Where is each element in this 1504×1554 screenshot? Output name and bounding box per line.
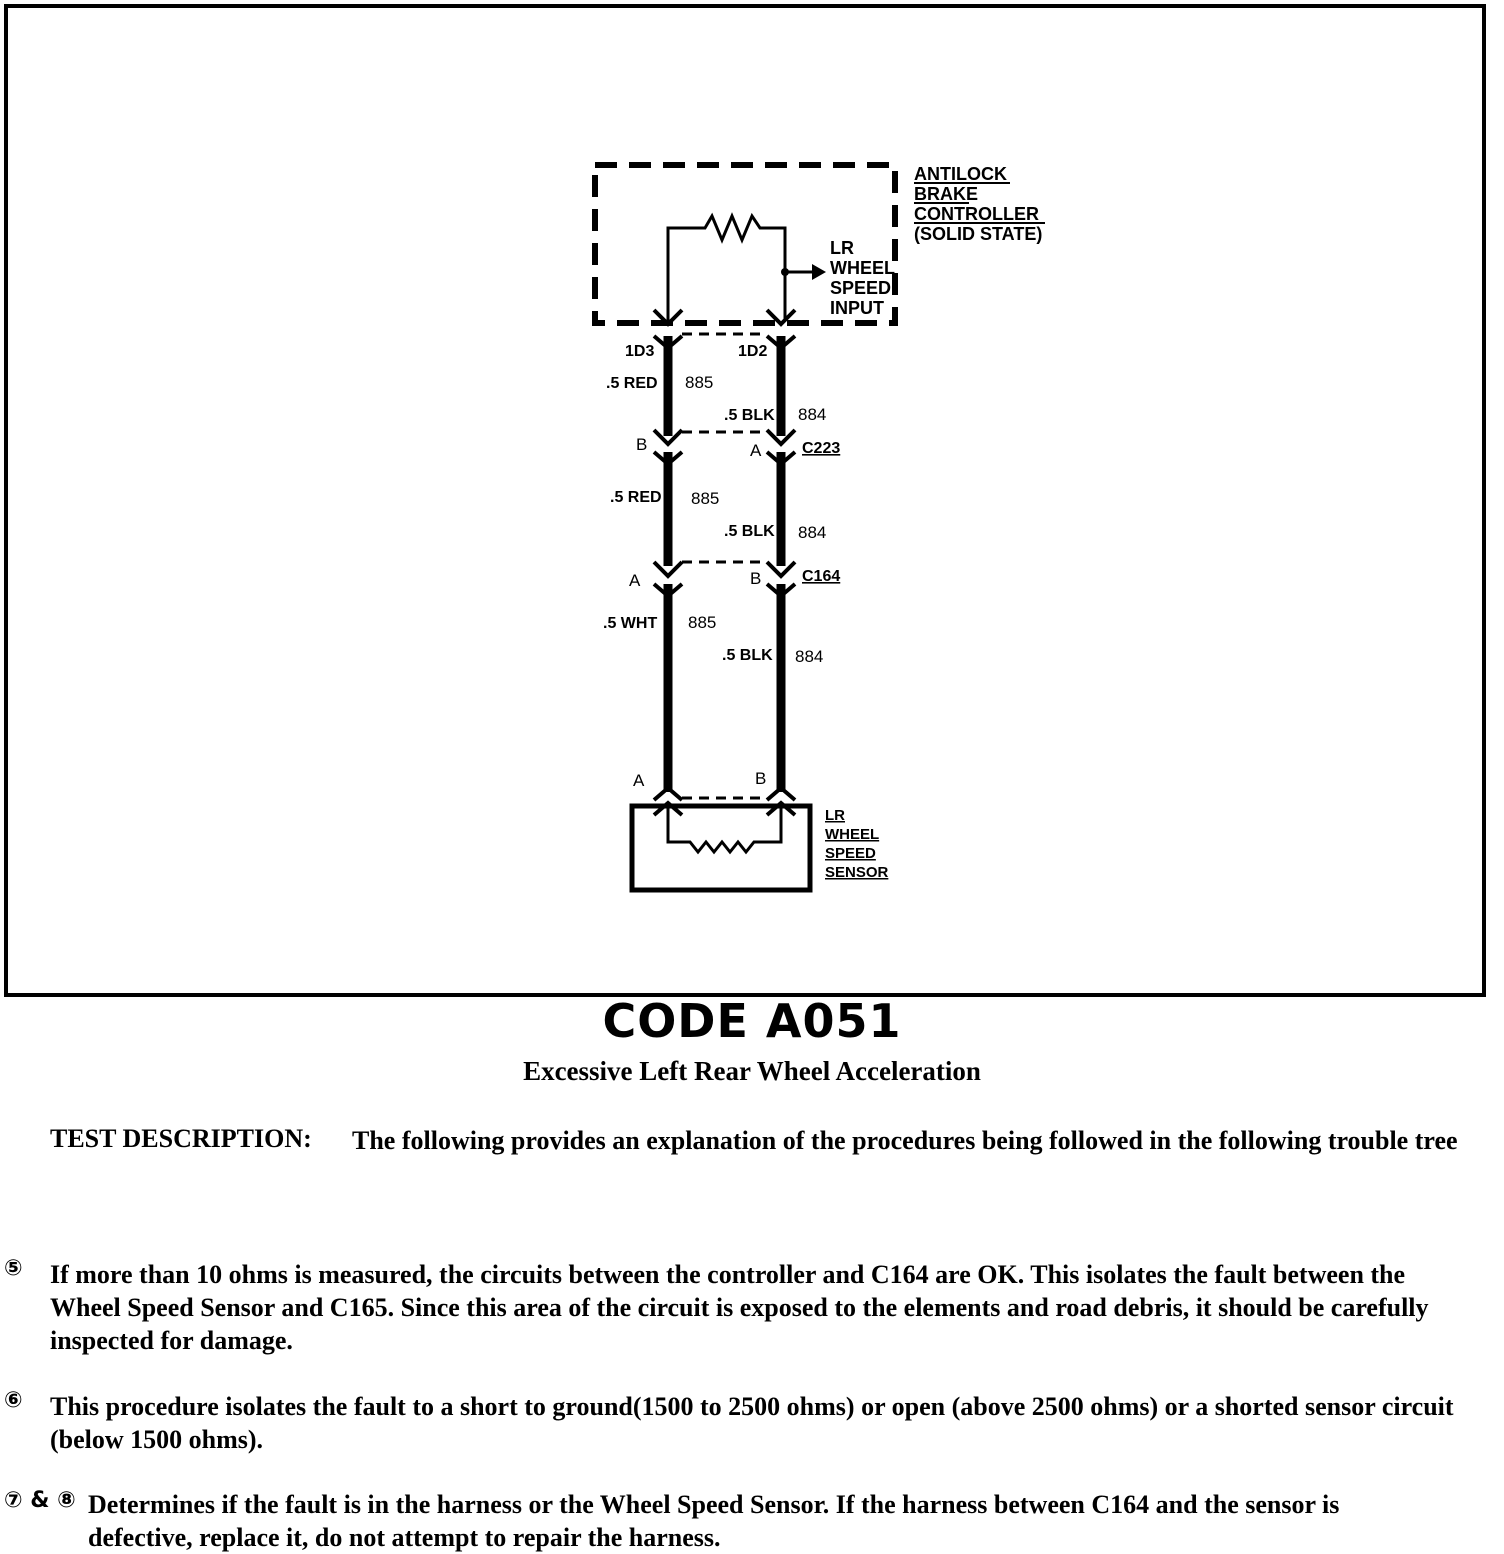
code-title: CODE A051 [602,994,902,1048]
svg-text:LR: LR [830,238,854,258]
connector-pin: A [750,441,762,460]
note-text: Determines if the fault is in the harness or the Wheel Speed Sensor. If the harness between C164 and the sensor is defective, replace it, do not attempt to repair the harness. [88,1490,1340,1552]
svg-text:WHEEL: WHEEL [825,826,880,843]
svg-text:ANTILOCK: ANTILOCK [914,164,1007,184]
note-text: If more than 10 ohms is measured, the circuits between the controller and C164 are OK. This isolates the fault between the Wheel Speed Sensor and C165. Since this area of the circuit is exposed to the elements and road debris, it should be carefully inspected for damage. [50,1260,1429,1355]
speed-input-label [830,238,895,318]
sensor-box [632,806,810,890]
svg-text:WHEEL: WHEEL [830,258,895,278]
connector-c164: C164 [802,568,841,585]
svg-text:SPEED: SPEED [830,278,892,298]
svg-text:LR: LR [825,807,845,824]
circuit-label: 885 [691,489,720,508]
code-subtitle: Excessive Left Rear Wheel Acceleration [523,1056,981,1086]
speed-input-arrow-icon [812,264,826,280]
connector-pin: B [636,435,648,454]
pin-1d3: 1D3 [625,343,655,360]
sensor-coil [668,804,781,852]
svg-text:INPUT: INPUT [830,298,884,318]
wire-label: .5 BLK [724,523,775,540]
wire-label: .5 BLK [724,407,775,424]
note-marker: ⑤ [4,1256,23,1281]
svg-text:BRAKE: BRAKE [914,184,979,204]
wire-label: .5 BLK [722,647,773,664]
test-description-label: TEST DESCRIPTION: [50,1124,312,1153]
svg-text:(SOLID STATE): (SOLID STATE) [914,224,1043,244]
svg-text:CONTROLLER: CONTROLLER [914,204,1039,224]
note-marker: ⑥ [4,1388,23,1413]
sensor-pin: B [755,769,767,788]
sensor-label [825,807,889,881]
note-marker: ⑦ & ⑧ [4,1488,76,1513]
junction-dot [781,268,789,276]
connector-pin: A [629,571,641,590]
circuit-label: 884 [798,405,827,424]
note-text: This procedure isolates the fault to a short to ground(1500 to 2500 ohms) or open (above 2500 ohms) or a shorted sensor circuit (below 1500 ohms). [50,1392,1454,1454]
circuit-label: 884 [798,523,827,542]
wire-label: .5 RED [606,375,658,392]
test-description-text: The following provides an explanation of the procedures being followed in the following trouble tree [352,1126,1458,1155]
wire-label: .5 RED [610,489,662,506]
connector-pin: B [750,569,762,588]
circuit-label: 885 [685,373,714,392]
circuit-label: 885 [688,613,717,632]
pin-1d2: 1D2 [738,343,768,360]
svg-text:SPEED: SPEED [825,845,876,862]
resistor [668,216,785,320]
sensor-pin: A [633,771,645,790]
connector-dashes [682,334,767,798]
circuit-label: 884 [795,647,824,666]
connector-c223: C223 [802,440,841,457]
svg-text:SENSOR: SENSOR [825,864,889,881]
wire-label: .5 WHT [603,615,658,632]
